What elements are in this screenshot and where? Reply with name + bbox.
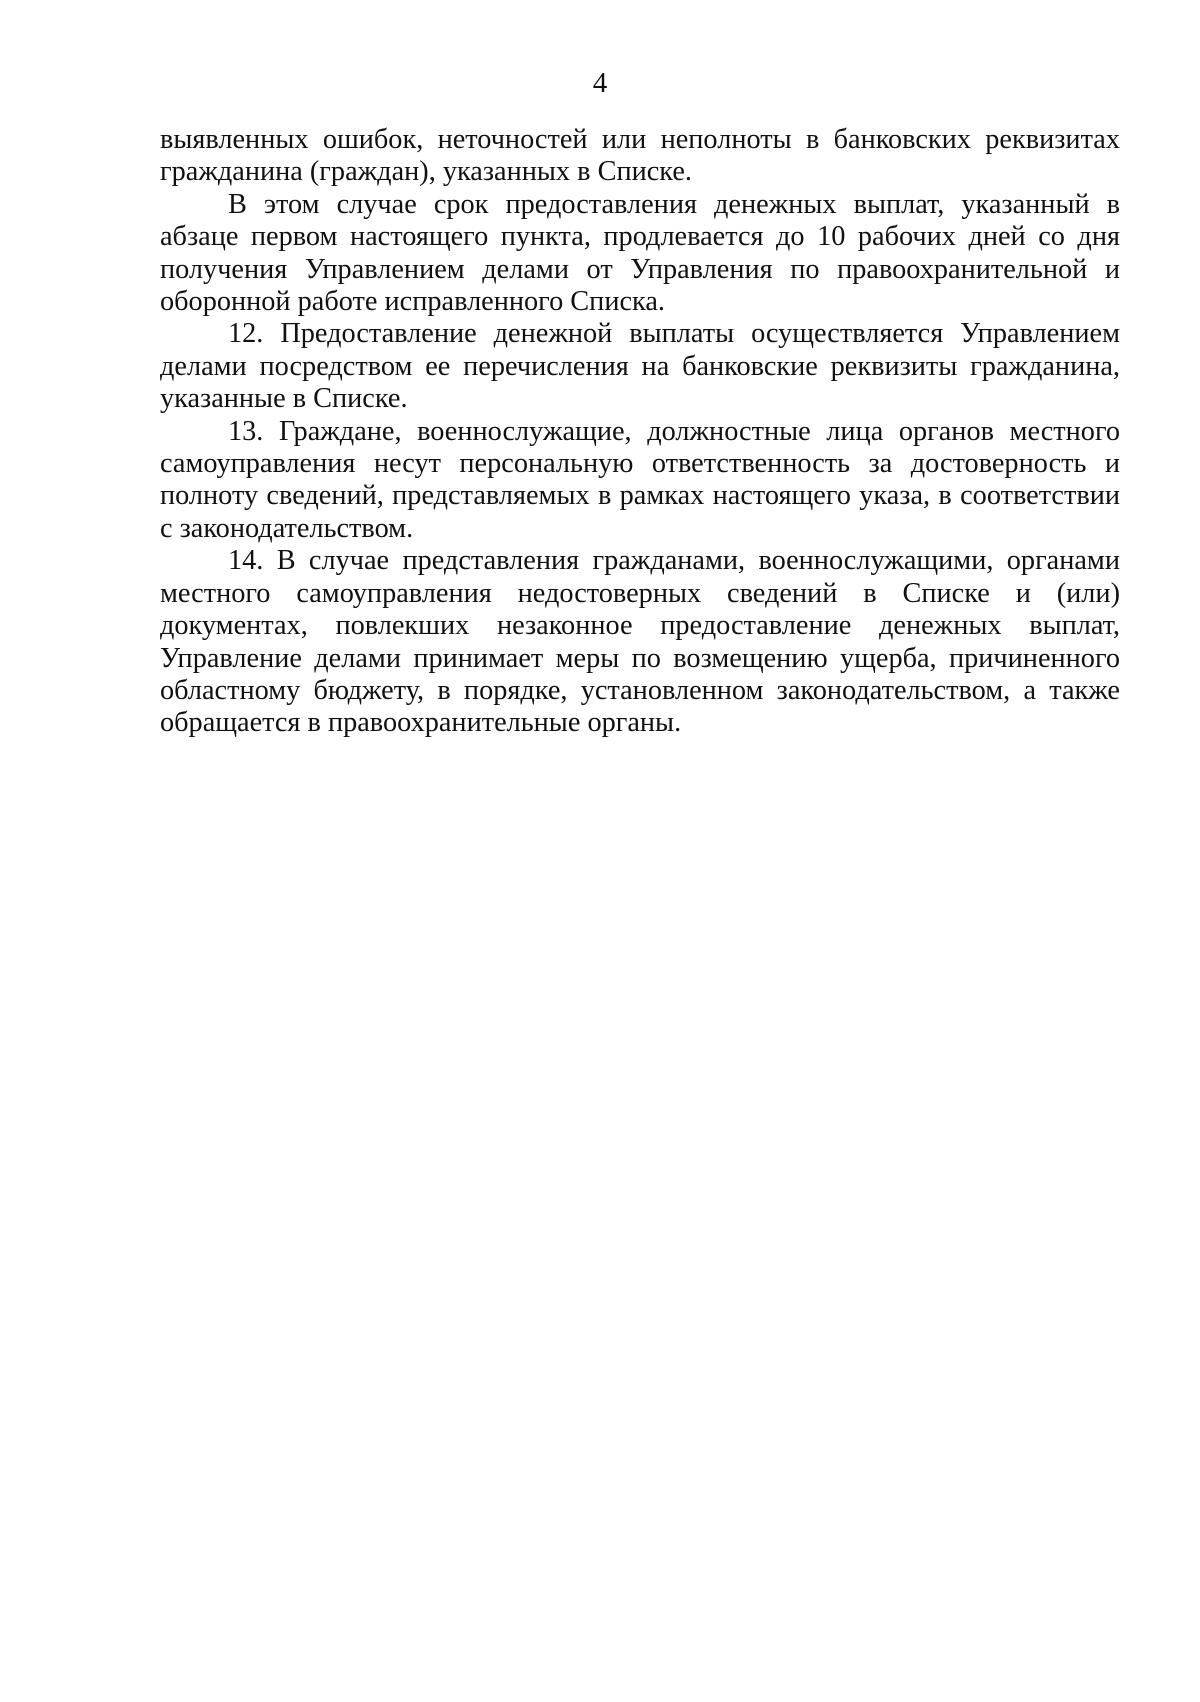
paragraph-item-13: 13. Граждане, военнослужащие, должностные лица органов местного самоуправления несут персональную ответственность за достоверность и полноту сведений, представляемых в рамках настоящего указа, в соответствии с законодательством. [160, 415, 1120, 544]
document-body [160, 124, 1120, 740]
paragraph-item-14: 14. В случае представления гражданами, военнослужащими, органами местного самоуправления недостоверных сведений в Списке и (или) документах, повлекших незаконное предоставление денежных выплат, Управление делами принимает меры по возмещению ущерба, причиненного областному бюджету, в порядке, установленном законодательством, а также обращается в правоохранительные органы. [160, 545, 1120, 739]
paragraph-deadline-extension: В этом случае срок предоставления денежных выплат, указанный в абзаце первом настоящего пункта, продлевается до 10 рабочих дней со дня получения Управлением делами от Управления по правоохранительной и оборонной работе исправленного Списка. [160, 188, 1120, 318]
paragraph-continuation: выявленных ошибок, неточностей или неполноты в банковских реквизитах гражданина (граждан), указанных в Списке. [160, 124, 1120, 188]
page-number: 4 [592, 67, 608, 99]
paragraph-item-12: 12. Предоставление денежной выплаты осуществляется Управлением делами посредством ее перечисления на банковские реквизиты гражданина, указанные в Списке. [160, 318, 1120, 415]
